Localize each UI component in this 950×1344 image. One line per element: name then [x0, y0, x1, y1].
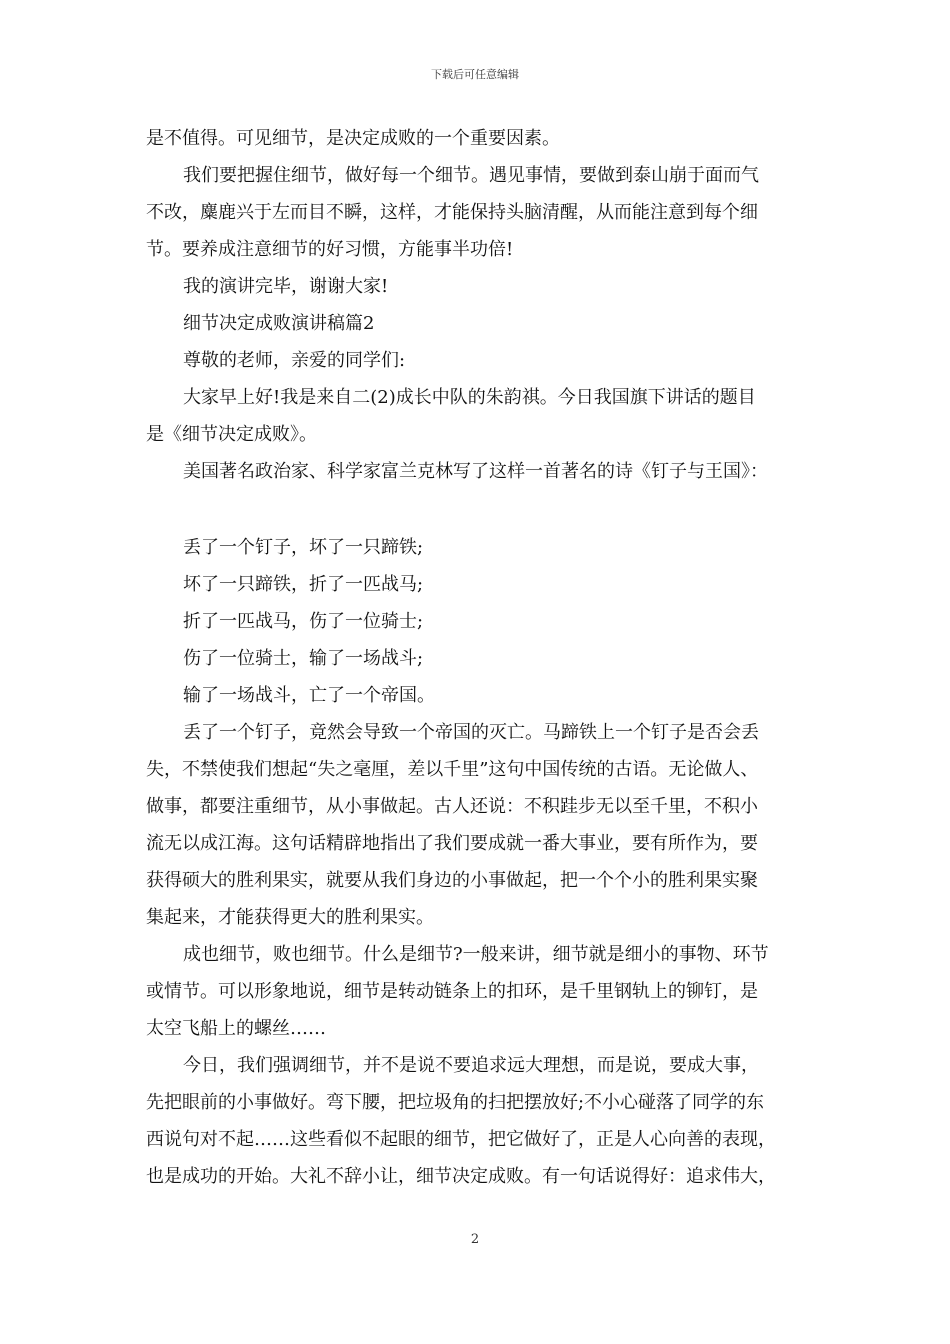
text-line: 太空飞船上的螺丝……	[146, 1018, 326, 1039]
text-line: 或情节。可以形象地说，细节是转动链条上的扣环，是千里钢轨上的铆钉，是	[146, 981, 758, 1002]
poem-line: 伤了一位骑士，输了一场战斗;	[183, 648, 424, 669]
page-number: 2	[470, 1232, 480, 1247]
text-line: 是不值得。可见细节，是决定成败的一个重要因素。	[146, 128, 560, 149]
text-line: 大家早上好!我是来自二(2)成长中队的朱韵祺。今日我国旗下讲话的题目	[183, 387, 756, 408]
text-line: 是《细节决定成败》。	[146, 424, 317, 445]
section-title: 细节决定成败演讲稿篇2	[183, 313, 375, 334]
text-line: 我们要把握住细节，做好每一个细节。遇见事情，要做到泰山崩于面而气	[183, 165, 759, 186]
blank-line	[146, 490, 816, 529]
paragraph-group-b	[146, 529, 816, 1195]
text-line: 尊敬的老师，亲爱的同学们:	[183, 350, 406, 371]
text-line: 我的演讲完毕，谢谢大家!	[183, 276, 389, 297]
text-line: 流无以成江海。这句话精辟地指出了我们要成就一番大事业，要有所作为，要	[146, 833, 758, 854]
text-line: 成也细节，败也细节。什么是细节?一般来讲，细节就是细小的事物、环节	[183, 944, 769, 965]
paragraph-group-a	[146, 120, 816, 490]
text-line: 做事，都要注重细节，从小事做起。古人还说：不积跬步无以至千里，不积小	[146, 796, 758, 817]
text-line: 节。要养成注意细节的好习惯，方能事半功倍!	[146, 239, 514, 260]
text-line: 先把眼前的小事做好。弯下腰，把垃圾角的扫把摆放好;不小心碰落了同学的东	[146, 1092, 765, 1113]
text-line: 获得硕大的胜利果实，就要从我们身边的小事做起，把一个个小的胜利果实聚	[146, 870, 758, 891]
text-line: 集起来，才能获得更大的胜利果实。	[146, 907, 434, 928]
poem-line: 输了一场战斗，亡了一个帝国。	[183, 685, 435, 706]
text-line: 美国著名政治家、科学家富兰克林写了这样一首著名的诗《钉子与王国》：	[183, 461, 768, 482]
text-line: 丢了一个钉子，竟然会导致一个帝国的灭亡。马蹄铁上一个钉子是否会丢	[183, 722, 759, 743]
poem-line: 折了一匹战马，伤了一位骑士;	[183, 611, 424, 632]
text-line: 今日，我们强调细节，并不是说不要追求远大理想，而是说，要成大事，	[183, 1055, 759, 1076]
poem-line: 丢了一个钉子，坏了一只蹄铁;	[183, 537, 424, 558]
document-body	[146, 120, 816, 1195]
text-line: 不改，麋鹿兴于左而目不瞬，这样，才能保持头脑清醒，从而能注意到每个细	[146, 202, 758, 223]
poem-line: 坏了一只蹄铁，折了一匹战马;	[183, 574, 424, 595]
text-line: 西说句对不起……这些看似不起眼的细节，把它做好了，正是人心向善的表现，	[146, 1129, 776, 1150]
text-line: 失，不禁使我们想起“失之毫厘，差以千里”这句中国传统的古语。无论做人、	[146, 759, 759, 780]
page-header: 下载后可任意编辑	[431, 68, 519, 81]
text-line: 也是成功的开始。大礼不辞小让，细节决定成败。有一句话说得好：追求伟大，	[146, 1166, 776, 1187]
